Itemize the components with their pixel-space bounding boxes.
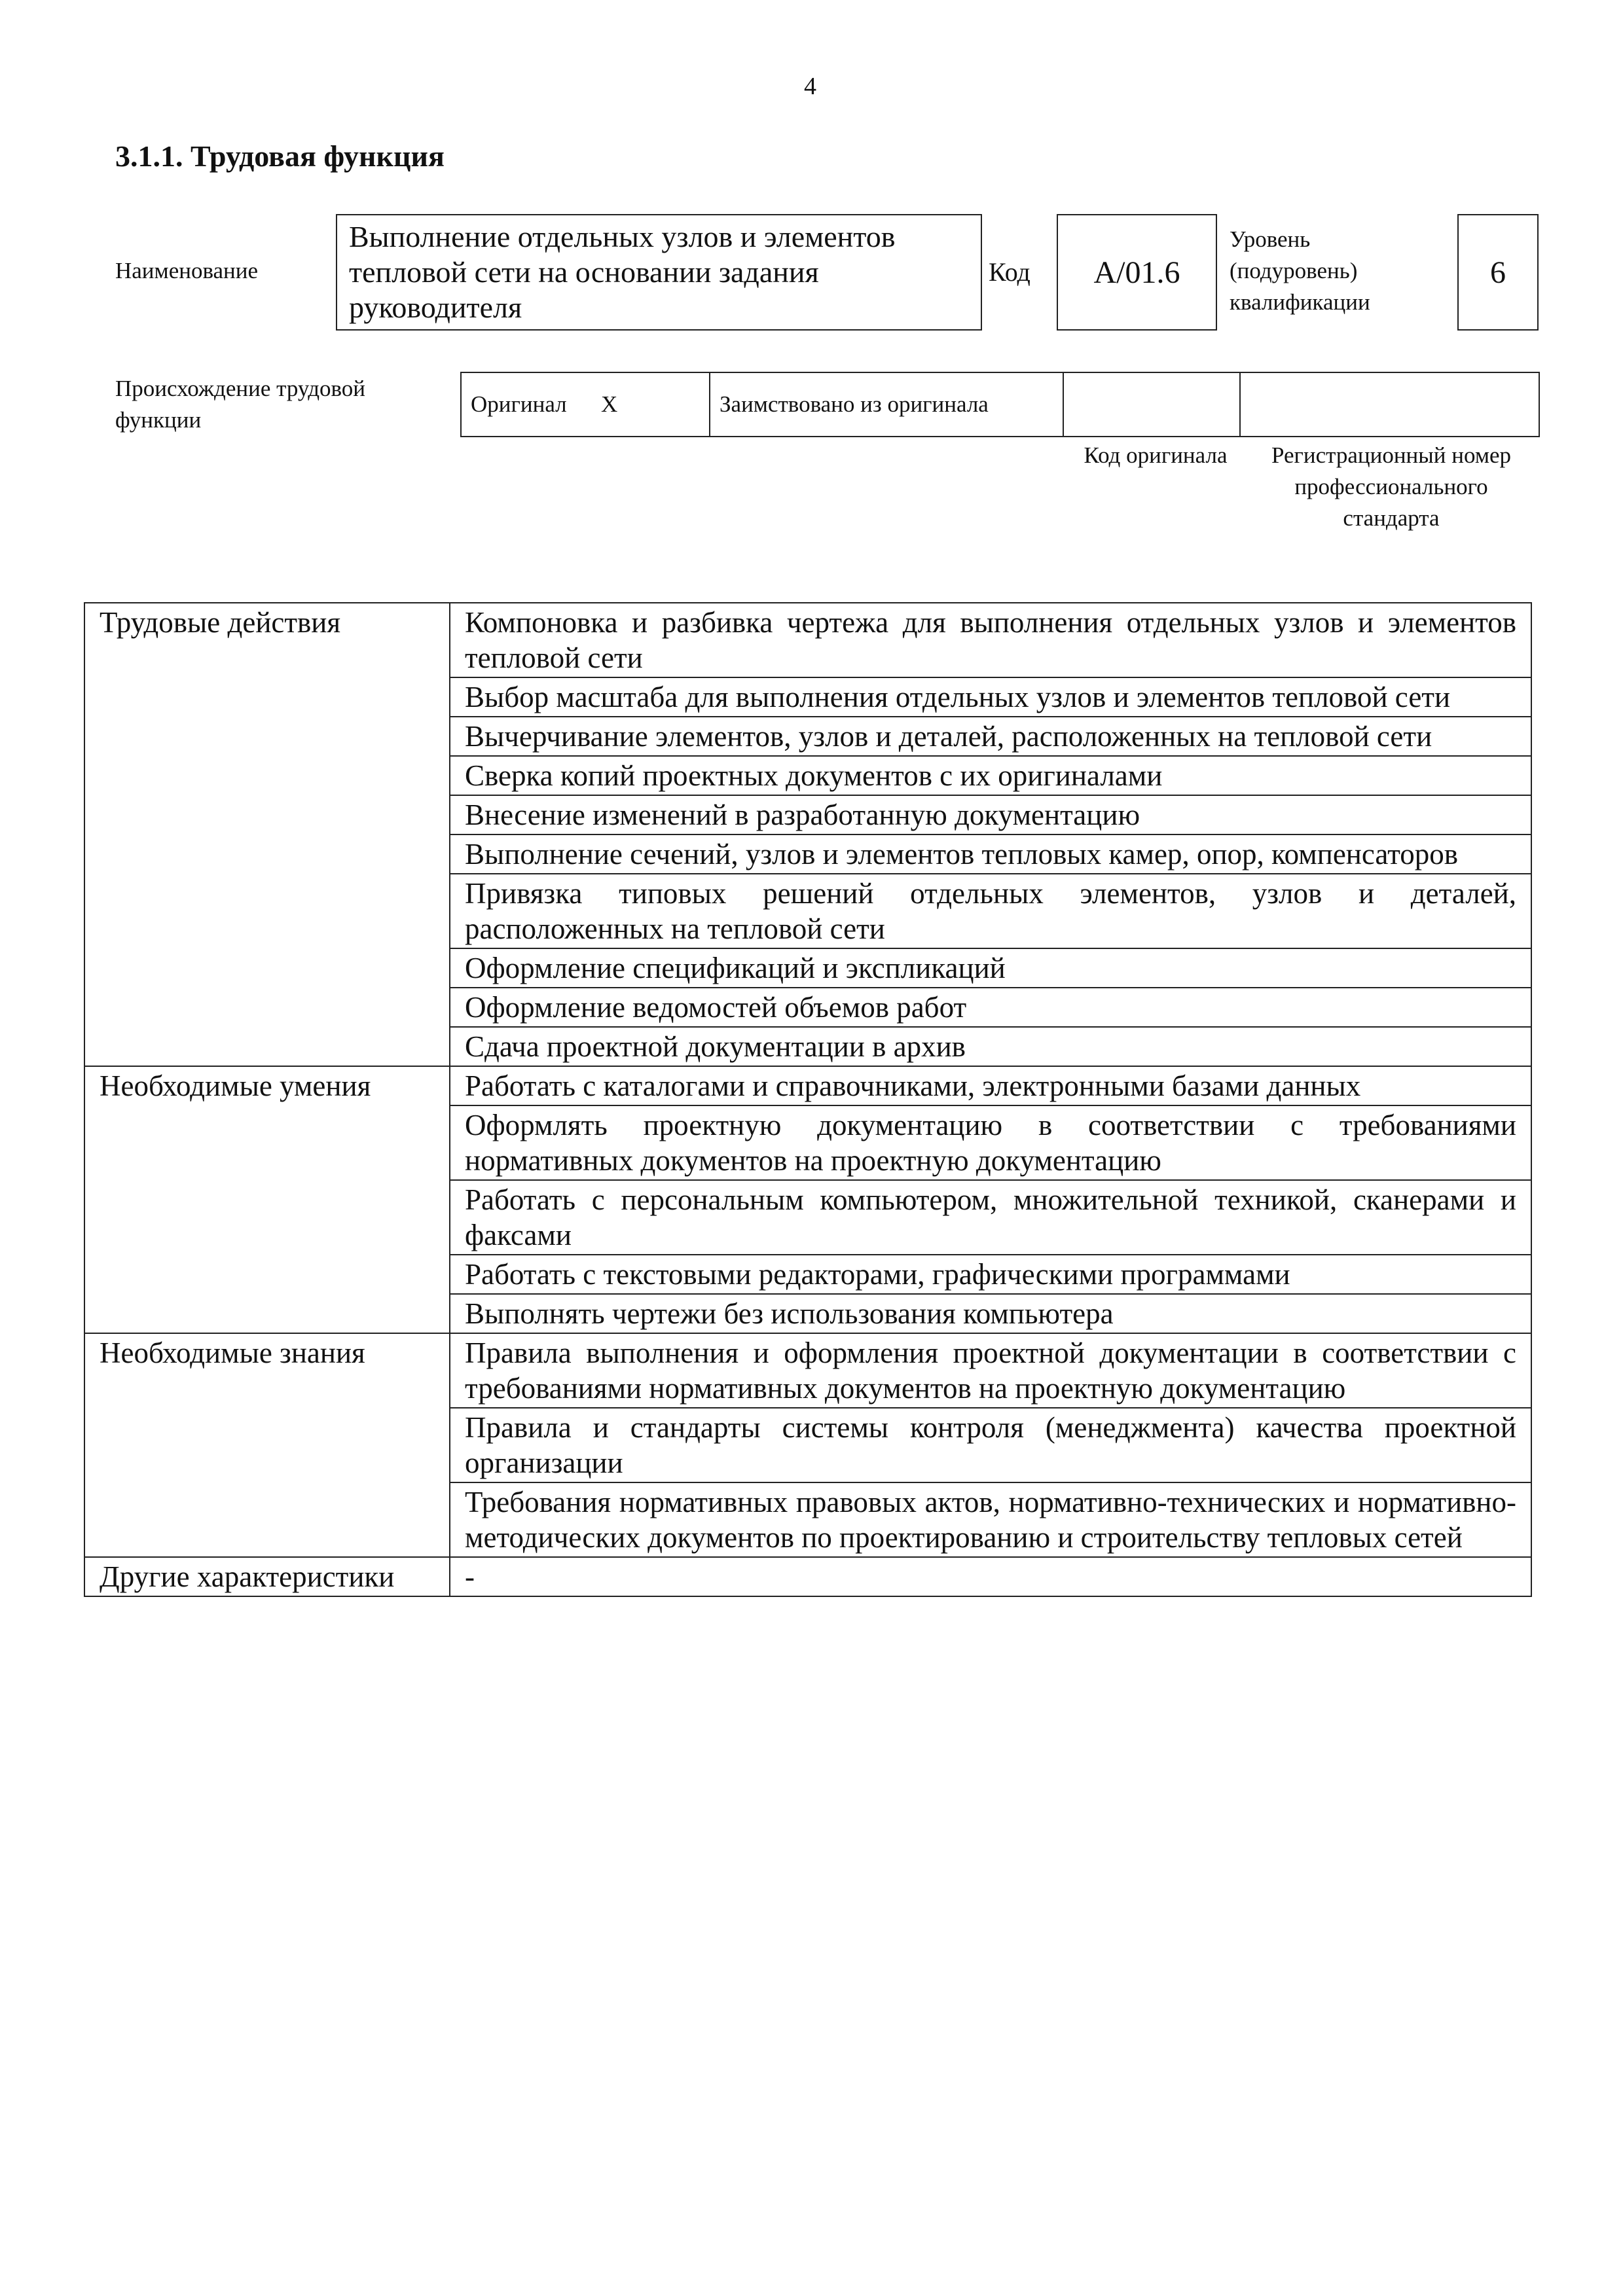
level-value: 6 [1457,214,1539,331]
borrowed-label: Заимствовано из оригинала [710,372,1063,437]
original-label: Оригинал [461,372,592,437]
category-cell: Другие характеристики [84,1557,450,1596]
original-mark: X [592,372,710,437]
name-label: Наименование [115,258,259,283]
item-cell: Работать с текстовыми редакторами, графическими программами [450,1255,1531,1294]
code-value: А/01.6 [1057,214,1217,331]
item-cell: Вычерчивание элементов, узлов и деталей, расположенных на тепловой сети [450,717,1531,756]
item-cell: Оформлять проектную документацию в соответствии с требованиями нормативных документов на проектную документацию [450,1105,1531,1180]
item-cell: Требования нормативных правовых актов, нормативно-технических и нормативно-методических документов по проектированию и строительству тепловых сетей [450,1482,1531,1557]
level-label: Уровень (подуровень) квалификации [1230,226,1370,315]
item-cell: Правила выполнения и оформления проектной документации в соответствии с требованиями нормативных документов на проектную документацию [450,1333,1531,1408]
reg-number-cell [1240,372,1539,437]
table-row [84,603,1531,677]
section-title: 3.1.1. Трудовая функция [115,139,445,173]
page-number: 4 [804,73,816,100]
reg-number-label: Регистрационный номер профессионального стандарта [1271,442,1512,531]
item-cell: - [450,1557,1531,1596]
code-label: Код [989,257,1030,287]
item-cell: Компоновка и разбивка чертежа для выполнения отдельных узлов и элементов тепловой сети [450,603,1531,677]
category-cell: Трудовые действия [84,603,450,1066]
table-row [84,1066,1531,1105]
item-cell: Выполнение сечений, узлов и элементов тепловых камер, опор, компенсаторов [450,834,1531,874]
table-row [84,1557,1531,1596]
item-cell: Выполнять чертежи без использования компьютера [450,1294,1531,1333]
category-cell: Необходимые знания [84,1333,450,1557]
code-original-label: Код оригинала [1084,442,1228,468]
item-cell: Выбор масштаба для выполнения отдельных узлов и элементов тепловой сети [450,677,1531,717]
item-cell: Правила и стандарты системы контроля (менеджмента) качества проектной организации [450,1408,1531,1482]
table-row [84,1333,1531,1408]
item-cell: Работать с персональным компьютером, множительной техникой, сканерами и факсами [450,1180,1531,1255]
item-cell: Сверка копий проектных документов с их оригиналами [450,756,1531,795]
item-cell: Оформление ведомостей объемов работ [450,988,1531,1027]
item-cell: Внесение изменений в разработанную документацию [450,795,1531,834]
item-cell: Оформление спецификаций и экспликаций [450,948,1531,988]
name-value: Выполнение отдельных узлов и элементов тепловой сети на основании задания руководителя [336,214,982,331]
item-cell: Сдача проектной документации в архив [450,1027,1531,1066]
item-cell: Привязка типовых решений отдельных элементов, узлов и деталей, расположенных на тепловой сети [450,874,1531,948]
category-cell: Необходимые умения [84,1066,450,1333]
item-cell: Работать с каталогами и справочниками, электронными базами данных [450,1066,1531,1105]
labor-function-table [84,602,1532,1597]
origin-label: Происхождение трудовой функции [115,376,366,433]
origin-table [460,372,1540,437]
code-original-cell [1063,372,1240,437]
